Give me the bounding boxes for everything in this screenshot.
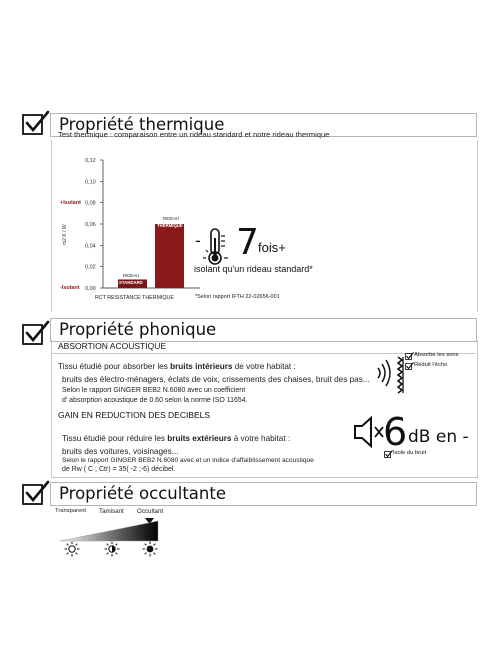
x-axis-title: RCT RESISTANCE THERMIQUE — [95, 295, 174, 301]
level-transparent: Transparent — [55, 508, 87, 514]
bar-thermal-label-2: THERMIQUE — [157, 223, 183, 228]
y-tick-label: 0,10 — [85, 179, 96, 186]
thermometer-icon — [195, 226, 235, 266]
db-number: 6 — [383, 410, 408, 454]
echo-label: Réduit l'écho — [414, 362, 448, 368]
y-tick-label: 0,04 — [85, 243, 96, 250]
absorption-heading: ABSORTION ACOUSTIQUE — [58, 341, 167, 351]
absorption-intro-after: de votre habitat : — [232, 362, 296, 371]
absorption-intro-bold: bruits intérieurs — [170, 362, 233, 371]
reduction-line2: bruits des voitures, voisinages... — [62, 447, 179, 456]
top-isolant-label: +Isolant — [60, 200, 81, 206]
bar-standard-label-1: RIDEAU — [123, 273, 140, 278]
opacity-gradient-wedge — [60, 520, 160, 542]
y-tick-label: 0,12 — [85, 158, 96, 164]
callout-big-number: 7 — [236, 222, 259, 263]
callout-note: *Selon rapport IFTH 22-02656-001 — [195, 294, 280, 300]
bar-thermal — [155, 224, 184, 288]
isolates-check-icon — [384, 450, 393, 458]
occulting-section-header — [50, 482, 477, 506]
sun-outline-icon — [64, 541, 80, 557]
y-tick-label: 0,08 — [85, 200, 96, 207]
db-suffix: dB en - — [408, 427, 469, 447]
thermal-subtitle: Test thermique : comparaison entre un rideau standard et notre rideau thermique — [58, 130, 330, 139]
y-tick-label: 0,02 — [85, 264, 96, 271]
level-tamisant: Tamisant — [99, 508, 124, 515]
absorbs-label: Absorbe les sons — [414, 352, 459, 358]
thermal-title: Propriété thermique — [59, 115, 225, 134]
sun-half-icon — [104, 541, 120, 557]
sun-filled-icon — [142, 541, 158, 557]
reduction-intro-before: Tissu étudié pour réduire les — [62, 434, 168, 443]
bar-standard-label-2: STANDARD — [119, 280, 143, 285]
checkbox-checked-icon — [22, 110, 50, 136]
checkbox-checked-icon — [22, 320, 50, 346]
reduction-intro-after: à votre habitat : — [231, 434, 291, 443]
callout-line: isolant qu'un rideau standard* — [194, 264, 313, 274]
sound-waves-wall-icon — [370, 355, 406, 395]
absorption-intro-before: Tissu étudié pour absorber les — [58, 362, 171, 371]
checkbox-checked-icon — [22, 480, 50, 506]
reduction-ref1: Selon le rapport GINGER BEB2 N.6080 avec et un indice d'affaiblissement acoustique — [62, 457, 314, 464]
echo-check-icon — [405, 362, 414, 370]
phonic-title: Propriété phonique — [59, 320, 217, 339]
y-axis-title: m2 K / W — [62, 224, 68, 245]
absorption-ref2: d' absorption acoustique de 0.60 selon la norme ISO 11654. — [62, 397, 248, 404]
speaker-muted-icon — [352, 415, 384, 449]
bottom-isolant-label: -Isolant — [60, 285, 80, 291]
reduction-ref2: de Rw ( C ; Ctr) = 35( -2 ;-6) décibel. — [62, 466, 176, 473]
bar-thermal-label-1: RIDEAU — [163, 216, 180, 221]
reduction-intro-bold: bruits extérieurs — [167, 434, 232, 443]
level-occultant: Occultant — [137, 508, 164, 515]
svg-text:-: - — [195, 231, 201, 250]
reduction-heading: GAIN EN REDUCTION DES DECIBELS — [58, 410, 211, 420]
absorbs-check-icon — [405, 352, 414, 360]
y-tick-label: 0,00 — [85, 286, 96, 292]
phonic-section-header — [50, 318, 477, 342]
absorption-line2: bruits des électro-ménagers, éclats de voix, crissements des chaises, bruit des pas... — [62, 375, 370, 384]
callout-suffix: fois+ — [258, 240, 286, 255]
isolates-label: Isole du bruit — [393, 450, 427, 456]
reduction-intro — [62, 434, 290, 443]
occulting-title: Propriété occultante — [59, 484, 226, 503]
absorption-ref1: Selon le rapport GINGER BEB2 N.6080 avec un coefficient — [62, 387, 246, 394]
absorption-intro — [58, 362, 296, 371]
y-tick-label: 0,06 — [85, 222, 96, 228]
